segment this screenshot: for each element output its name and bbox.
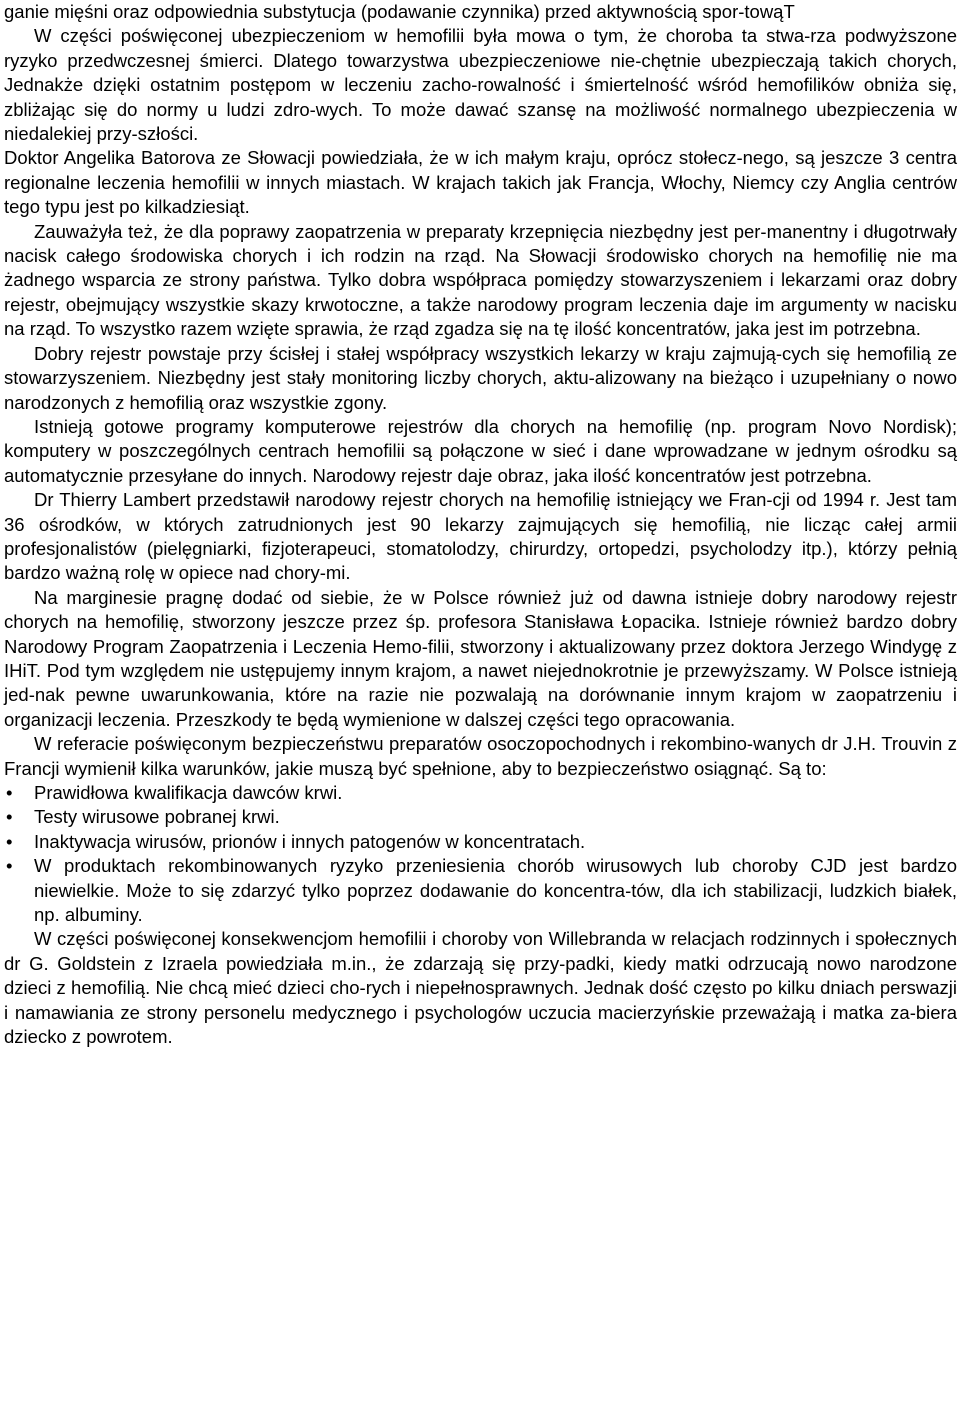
list-item	[4, 830, 957, 854]
paragraph-trouvin: W referacie poświęconym bezpieczeństwu preparatów osoczopochodnych i rekombino-wanych dr J.H. Trouvin z Francji wymienił kilka warunków, jakie muszą być spełnione, aby to bezpieczeństwo osiągnąć. Są to:	[4, 733, 957, 779]
paragraph-lambert: Dr Thierry Lambert przedstawił narodowy rejestr chorych na hemofilię istniejący we Fran-cji od 1994 r. Jest tam 36 ośrodków, w których zatrudnionych jest 90 lekarzy zajmujących się hemofilią, nie licząc całej armii profesjonalistów (pielęgniarki, fizjoterapeuci, stomatolodzy, chirurdzy, ortopedzi, psycholodzy itp.), którzy pełnią bardzo ważną rolę w opiece nad chory-mi.	[4, 489, 957, 584]
list-item	[4, 854, 957, 927]
paragraph-poland: Na marginesie pragnę dodać od siebie, że w Polsce również już od dawna istnieje dobry narodowy rejestr chorych na hemofilię, stworzony jeszcze przez śp. profesora Stanisława Łopacika. Istnieje również bardzo dobry Narodowy Program Zaopatrzenia i Leczenia Hemo-filii, stworzony i aktualizowany przez doktora Jerzego Windygę z IHiT. Pod tym względem nie ustępujemy innym krajom, a nawet niejednokrotnie je przewyższamy. W Polsce istnieją jed-nak pewne uwarunkowania, które na razie nie pozwalają na dorównanie innym krajom w zaopatrzeniu i organizacji leczenia. Przeszkody te będą wymienione w dalszej części tego opracowania.	[4, 586, 957, 730]
paragraph-registry: Dobry rejestr powstaje przy ścisłej i stałej współpracy wszystkich lekarzy w kraju zajmują-cych się hemofilią ze stowarzyszeniem. Niezbędny jest stały monitoring liczby chorych, aktu-alizowany na bieżąco i uzupełniany o nowo narodzonych z hemofilią oraz wszystkie zgony.	[4, 342, 957, 413]
bullet-icon: •	[6, 830, 13, 852]
paragraph-insurance: W części poświęconej ubezpieczeniom w hemofilii była mowa o tym, że choroba ta stwa-rza podwyższone ryzyko przedwczesnej śmierci. Dlatego towarzystwa ubezpieczeniowe nie-chętnie ubezpieczają takich chorych, Jednakże dzięki ostatnim postępom w leczeniu zacho-rowalność i śmiertelność wśród hemofilików obniża się, zbliżając się do normy u ludzi zdro-wych. To może dawać szansę na możliwość normalnego ubezpieczenia w niedalekiej przy-szłości.	[4, 25, 957, 145]
paragraph-supply-pressure: Zauważyła też, że dla poprawy zaopatrzenia w preparaty krzepnięcia niezbędny jest per-manentny i długotrwały nacisk całego środowiska chorych i ich rodzin na rząd. Na Słowacji środowisko chorych na hemofilię nie ma żadnego wsparcia ze strony państwa. Tylko dobra współpraca pomiędzy stowarzyszeniem i lekarzami oraz dobry rejestr, obejmujący wszystkie skazy krwotoczne, a także narodowy program leczenia daje im argumenty w nacisku na rząd. To wszystko razem wzięte sprawia, że rząd zgadza się na tę ilość koncentratów, jaka jest im potrzebna.	[4, 220, 957, 340]
paragraph-batorova: Doktor Angelika Batorova ze Słowacji powiedziała, że w ich małym kraju, oprócz stołecz-nego, są jeszcze 3 centra regionalne leczenia hemofilii w innych miastach. W krajach takich jak Francja, Włochy, Niemcy czy Anglia centrów tego typu jest po kilkadziesiąt.	[4, 147, 957, 218]
paragraph-software: Istnieją gotowe programy komputerowe rejestrów dla chorych na hemofilię (np. program Novo Nordisk); komputery w poszczególnych centrach hemofilii są połączone w sieć i dane wprowadzane w jednym ośrodku są automatycznie przesyłane do innych. Narodowy rejestr daje obraz, jaka ilość koncentratów jest potrzebna.	[4, 415, 957, 486]
paragraph-goldstein: W części poświęconej konsekwencjom hemofilii i choroby von Willebranda w relacjach rodzinnych i społecznych dr G. Goldstein z Izraela powiedziała m.in., że zdarzają się przy-padki, kiedy matki odrzucają nowo narodzone dzieci z hemofilią. Nie chcą mieć dzieci cho-rych i niepełnosprawnych. Jednak dość często po kilku dniach perswazji i namawiania ze strony personelu medycznego i psychologów uczucia macierzyńskie przeważają i matka za-biera dziecko z powrotem.	[4, 928, 957, 1048]
paragraph-continuation: ganie mięśni oraz odpowiednia substytucja (podawanie czynnika) przed aktywnością spor-towąT	[4, 1, 795, 22]
bullet-icon: •	[6, 782, 13, 803]
list-item-text: Prawidłowa kwalifikacja dawców krwi.	[34, 782, 343, 803]
bullet-icon: •	[6, 855, 13, 877]
safety-conditions-list	[4, 781, 957, 927]
list-item	[4, 805, 957, 829]
list-item-text: W produktach rekombinowanych ryzyko przeniesienia chorób wirusowych lub choroby CJD jest bardzo niewielkie. Może to się zdarzyć tylko poprzez dodawanie do koncentra-tów, dla ich stabilizacji, ludzkich białek, np. albuminy.	[34, 855, 957, 926]
list-item	[4, 781, 957, 805]
list-item-text: Testy wirusowe pobranej krwi.	[34, 806, 280, 828]
list-item-text: Inaktywacja wirusów, prionów i innych patogenów w koncentratach.	[34, 830, 586, 852]
bullet-icon: •	[6, 806, 13, 828]
